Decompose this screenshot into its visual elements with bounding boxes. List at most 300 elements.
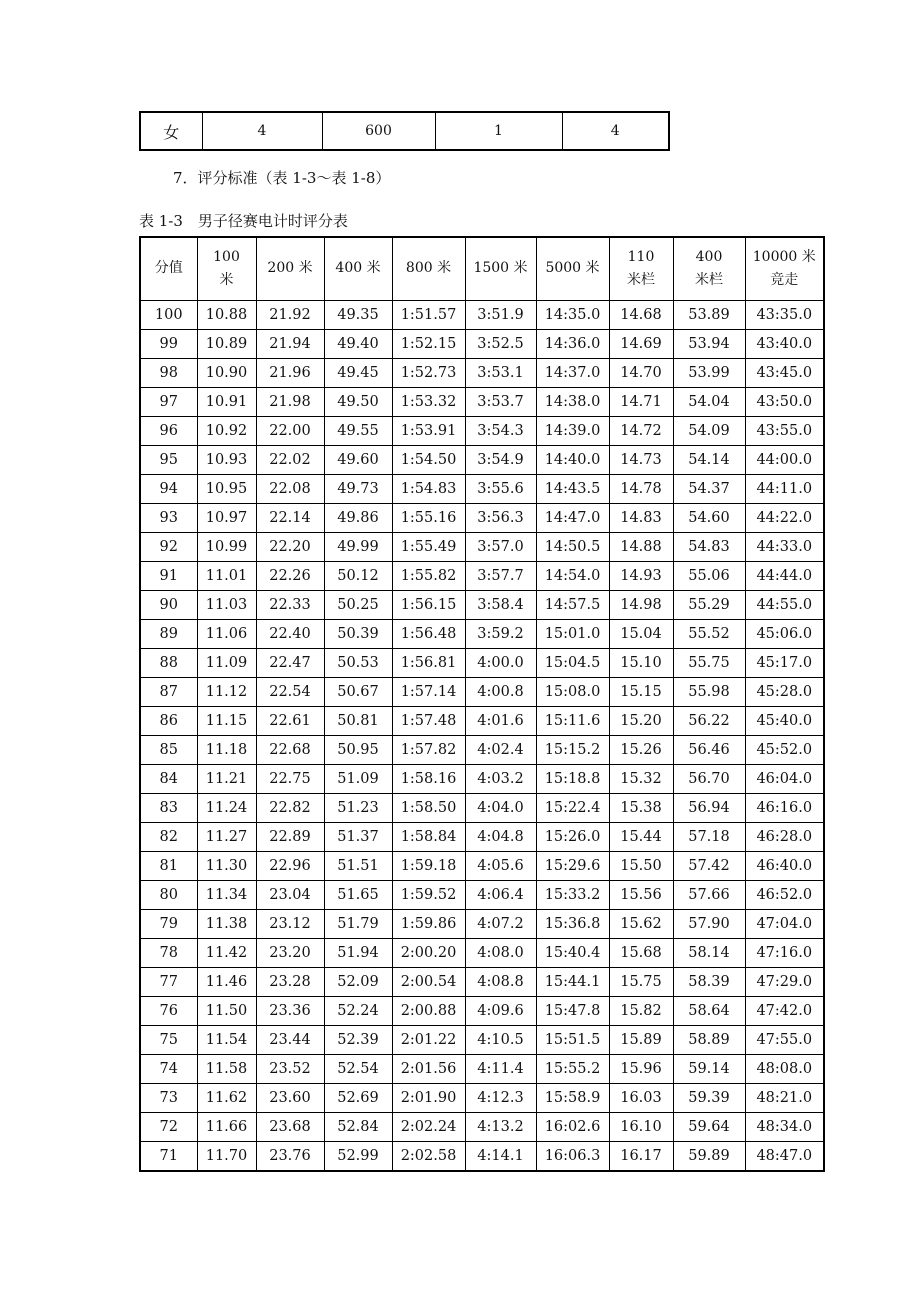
time-cell: 14.70 [609, 359, 673, 388]
time-cell: 55.06 [673, 562, 745, 591]
time-cell: 43:45.0 [745, 359, 824, 388]
column-header-text: 米栏 [627, 272, 655, 288]
time-cell: 43:40.0 [745, 330, 824, 359]
column-header-text: 800 米 [405, 260, 452, 277]
table-row [140, 765, 824, 794]
score-cell: 75 [140, 1026, 197, 1055]
time-cell: 4:07.2 [465, 910, 536, 939]
time-cell: 11.03 [197, 591, 256, 620]
time-cell: 45:17.0 [745, 649, 824, 678]
time-cell: 22.68 [256, 736, 324, 765]
time-cell: 3:57.7 [465, 562, 536, 591]
column-header-text: 分值 [154, 260, 183, 277]
time-cell: 1:59.52 [392, 881, 465, 910]
time-cell: 22.14 [256, 504, 324, 533]
table-cell: 600 [322, 112, 435, 150]
time-cell: 1:55.82 [392, 562, 465, 591]
time-cell: 11.09 [197, 649, 256, 678]
time-cell: 16.10 [609, 1113, 673, 1142]
time-cell: 43:55.0 [745, 417, 824, 446]
time-cell: 15.38 [609, 794, 673, 823]
column-header-text: 1500 米 [473, 260, 528, 277]
time-cell: 3:59.2 [465, 620, 536, 649]
time-cell: 14:40.0 [536, 446, 609, 475]
time-cell: 15:33.2 [536, 881, 609, 910]
score-cell: 80 [140, 881, 197, 910]
score-cell: 93 [140, 504, 197, 533]
time-cell: 1:59.18 [392, 852, 465, 881]
time-cell: 14:36.0 [536, 330, 609, 359]
score-cell: 85 [140, 736, 197, 765]
column-header [465, 237, 536, 301]
time-cell: 23.52 [256, 1055, 324, 1084]
score-cell: 78 [140, 939, 197, 968]
column-header [256, 237, 324, 301]
time-cell: 51.51 [324, 852, 392, 881]
time-cell: 22.02 [256, 446, 324, 475]
time-cell: 2:02.58 [392, 1142, 465, 1172]
time-cell: 3:58.4 [465, 591, 536, 620]
time-cell: 15.04 [609, 620, 673, 649]
table-row [140, 1026, 824, 1055]
table-row [140, 446, 824, 475]
time-cell: 3:51.9 [465, 301, 536, 330]
time-cell: 51.37 [324, 823, 392, 852]
column-header [745, 237, 824, 301]
time-cell: 11.58 [197, 1055, 256, 1084]
time-cell: 49.35 [324, 301, 392, 330]
time-cell: 14.78 [609, 475, 673, 504]
time-cell: 57.66 [673, 881, 745, 910]
time-cell: 47:04.0 [745, 910, 824, 939]
time-cell: 22.08 [256, 475, 324, 504]
time-cell: 54.09 [673, 417, 745, 446]
time-cell: 11.38 [197, 910, 256, 939]
time-cell: 23.76 [256, 1142, 324, 1172]
table-cell: 4 [562, 112, 669, 150]
time-cell: 43:35.0 [745, 301, 824, 330]
column-header-text: 400 [695, 248, 723, 265]
time-cell: 22.89 [256, 823, 324, 852]
time-cell: 1:51.57 [392, 301, 465, 330]
time-cell: 48:08.0 [745, 1055, 824, 1084]
time-cell: 49.40 [324, 330, 392, 359]
column-header-text: 米 [219, 272, 234, 288]
time-cell: 1:55.49 [392, 533, 465, 562]
time-cell: 10.95 [197, 475, 256, 504]
time-cell: 22.82 [256, 794, 324, 823]
time-cell: 15:58.9 [536, 1084, 609, 1113]
table-row [140, 939, 824, 968]
time-cell: 14:35.0 [536, 301, 609, 330]
time-cell: 14:57.5 [536, 591, 609, 620]
time-cell: 51.65 [324, 881, 392, 910]
header-row [140, 237, 824, 301]
time-cell: 1:55.16 [392, 504, 465, 533]
time-cell: 1:52.15 [392, 330, 465, 359]
time-cell: 15:47.8 [536, 997, 609, 1026]
time-cell: 15.82 [609, 997, 673, 1026]
time-cell: 3:54.9 [465, 446, 536, 475]
time-cell: 1:53.32 [392, 388, 465, 417]
time-cell: 3:57.0 [465, 533, 536, 562]
table-row [140, 968, 824, 997]
time-cell: 53.99 [673, 359, 745, 388]
time-cell: 22.96 [256, 852, 324, 881]
time-cell: 22.33 [256, 591, 324, 620]
time-cell: 14.73 [609, 446, 673, 475]
time-cell: 50.12 [324, 562, 392, 591]
time-cell: 44:55.0 [745, 591, 824, 620]
time-cell: 10.97 [197, 504, 256, 533]
table-row [140, 997, 824, 1026]
time-cell: 16.17 [609, 1142, 673, 1172]
time-cell: 14:39.0 [536, 417, 609, 446]
time-cell: 49.86 [324, 504, 392, 533]
time-cell: 21.98 [256, 388, 324, 417]
time-cell: 51.09 [324, 765, 392, 794]
time-cell: 59.14 [673, 1055, 745, 1084]
time-cell: 16:06.3 [536, 1142, 609, 1172]
column-header-text: 110 [627, 248, 655, 265]
time-cell: 11.46 [197, 968, 256, 997]
time-cell: 45:06.0 [745, 620, 824, 649]
time-cell: 52.84 [324, 1113, 392, 1142]
time-cell: 54.83 [673, 533, 745, 562]
table-row [140, 707, 824, 736]
column-header [197, 237, 256, 301]
time-cell: 11.24 [197, 794, 256, 823]
time-cell: 14:37.0 [536, 359, 609, 388]
time-cell: 1:54.83 [392, 475, 465, 504]
time-cell: 3:52.5 [465, 330, 536, 359]
time-cell: 4:14.1 [465, 1142, 536, 1172]
time-cell: 46:40.0 [745, 852, 824, 881]
time-cell: 1:58.84 [392, 823, 465, 852]
section-heading: 7．评分标准（表 1-3～表 1-8） [173, 169, 391, 187]
time-cell: 4:08.8 [465, 968, 536, 997]
time-cell: 14.98 [609, 591, 673, 620]
time-cell: 58.64 [673, 997, 745, 1026]
time-cell: 14.69 [609, 330, 673, 359]
time-cell: 49.50 [324, 388, 392, 417]
score-cell: 81 [140, 852, 197, 881]
score-cell: 97 [140, 388, 197, 417]
score-cell: 89 [140, 620, 197, 649]
time-cell: 58.39 [673, 968, 745, 997]
time-cell: 21.96 [256, 359, 324, 388]
score-cell: 82 [140, 823, 197, 852]
table-cell: 4 [202, 112, 322, 150]
time-cell: 54.14 [673, 446, 745, 475]
score-cell: 72 [140, 1113, 197, 1142]
time-cell: 45:52.0 [745, 736, 824, 765]
time-cell: 3:53.1 [465, 359, 536, 388]
time-cell: 15.15 [609, 678, 673, 707]
table-row [140, 504, 824, 533]
time-cell: 4:05.6 [465, 852, 536, 881]
time-cell: 52.54 [324, 1055, 392, 1084]
time-cell: 52.69 [324, 1084, 392, 1113]
score-cell: 76 [140, 997, 197, 1026]
score-cell: 83 [140, 794, 197, 823]
time-cell: 1:53.91 [392, 417, 465, 446]
time-cell: 2:01.56 [392, 1055, 465, 1084]
time-cell: 14.83 [609, 504, 673, 533]
time-cell: 22.26 [256, 562, 324, 591]
time-cell: 11.42 [197, 939, 256, 968]
score-cell: 90 [140, 591, 197, 620]
time-cell: 11.62 [197, 1084, 256, 1113]
score-cell: 88 [140, 649, 197, 678]
time-cell: 1:58.50 [392, 794, 465, 823]
score-cell: 100 [140, 301, 197, 330]
column-header-text: 10000 米 [752, 248, 816, 265]
time-cell: 11.01 [197, 562, 256, 591]
time-cell: 47:29.0 [745, 968, 824, 997]
time-cell: 57.90 [673, 910, 745, 939]
time-cell: 2:00.88 [392, 997, 465, 1026]
time-cell: 2:00.20 [392, 939, 465, 968]
time-cell: 4:08.0 [465, 939, 536, 968]
time-cell: 1:54.50 [392, 446, 465, 475]
time-cell: 15:55.2 [536, 1055, 609, 1084]
time-cell: 15:15.2 [536, 736, 609, 765]
time-cell: 14.93 [609, 562, 673, 591]
score-cell: 98 [140, 359, 197, 388]
time-cell: 1:59.86 [392, 910, 465, 939]
time-cell: 4:00.8 [465, 678, 536, 707]
table-row [140, 794, 824, 823]
table-row [140, 112, 669, 150]
time-cell: 23.04 [256, 881, 324, 910]
time-cell: 44:11.0 [745, 475, 824, 504]
time-cell: 50.67 [324, 678, 392, 707]
time-cell: 15:26.0 [536, 823, 609, 852]
table-row [140, 678, 824, 707]
table-row [140, 417, 824, 446]
time-cell: 54.60 [673, 504, 745, 533]
time-cell: 10.88 [197, 301, 256, 330]
time-cell: 14.71 [609, 388, 673, 417]
time-cell: 10.90 [197, 359, 256, 388]
time-cell: 49.60 [324, 446, 392, 475]
table-cell: 女 [140, 112, 202, 150]
score-cell: 94 [140, 475, 197, 504]
time-cell: 15:11.6 [536, 707, 609, 736]
scoring-table [139, 236, 825, 1172]
time-cell: 10.91 [197, 388, 256, 417]
time-cell: 44:33.0 [745, 533, 824, 562]
time-cell: 3:55.6 [465, 475, 536, 504]
time-cell: 57.18 [673, 823, 745, 852]
time-cell: 49.73 [324, 475, 392, 504]
table-row [140, 1142, 824, 1172]
time-cell: 22.75 [256, 765, 324, 794]
time-cell: 52.39 [324, 1026, 392, 1055]
time-cell: 15:18.8 [536, 765, 609, 794]
table-row [140, 1084, 824, 1113]
time-cell: 1:52.73 [392, 359, 465, 388]
time-cell: 15:04.5 [536, 649, 609, 678]
time-cell: 1:57.82 [392, 736, 465, 765]
time-cell: 49.55 [324, 417, 392, 446]
time-cell: 4:12.3 [465, 1084, 536, 1113]
time-cell: 50.25 [324, 591, 392, 620]
time-cell: 22.40 [256, 620, 324, 649]
time-cell: 2:01.22 [392, 1026, 465, 1055]
time-cell: 14:54.0 [536, 562, 609, 591]
time-cell: 45:40.0 [745, 707, 824, 736]
column-header [609, 237, 673, 301]
time-cell: 4:10.5 [465, 1026, 536, 1055]
table-row [140, 562, 824, 591]
time-cell: 1:57.14 [392, 678, 465, 707]
score-cell: 87 [140, 678, 197, 707]
time-cell: 4:09.6 [465, 997, 536, 1026]
table-row [140, 330, 824, 359]
time-cell: 4:01.6 [465, 707, 536, 736]
score-cell: 74 [140, 1055, 197, 1084]
score-cell: 86 [140, 707, 197, 736]
time-cell: 47:16.0 [745, 939, 824, 968]
time-cell: 59.64 [673, 1113, 745, 1142]
time-cell: 51.79 [324, 910, 392, 939]
table-row [140, 1113, 824, 1142]
time-cell: 11.50 [197, 997, 256, 1026]
column-header [392, 237, 465, 301]
time-cell: 15:08.0 [536, 678, 609, 707]
time-cell: 56.70 [673, 765, 745, 794]
time-cell: 56.22 [673, 707, 745, 736]
column-header-text: 米栏 [695, 272, 723, 288]
column-header-text: 5000 米 [545, 260, 600, 277]
time-cell: 15.68 [609, 939, 673, 968]
time-cell: 3:53.7 [465, 388, 536, 417]
time-cell: 21.94 [256, 330, 324, 359]
time-cell: 16.03 [609, 1084, 673, 1113]
time-cell: 56.46 [673, 736, 745, 765]
time-cell: 58.89 [673, 1026, 745, 1055]
time-cell: 45:28.0 [745, 678, 824, 707]
score-cell: 99 [140, 330, 197, 359]
time-cell: 51.94 [324, 939, 392, 968]
table-row [140, 388, 824, 417]
time-cell: 58.14 [673, 939, 745, 968]
time-cell: 4:04.8 [465, 823, 536, 852]
time-cell: 15.75 [609, 968, 673, 997]
column-header-text: 100 [213, 248, 240, 265]
time-cell: 47:42.0 [745, 997, 824, 1026]
score-cell: 92 [140, 533, 197, 562]
table-cell: 1 [435, 112, 562, 150]
time-cell: 11.06 [197, 620, 256, 649]
score-cell: 71 [140, 1142, 197, 1172]
time-cell: 1:56.81 [392, 649, 465, 678]
time-cell: 14:43.5 [536, 475, 609, 504]
table-row [140, 1055, 824, 1084]
column-header-text: 竞走 [770, 272, 799, 288]
time-cell: 15.50 [609, 852, 673, 881]
time-cell: 2:00.54 [392, 968, 465, 997]
time-cell: 11.66 [197, 1113, 256, 1142]
time-cell: 14:38.0 [536, 388, 609, 417]
time-cell: 23.68 [256, 1113, 324, 1142]
table-row [140, 736, 824, 765]
time-cell: 15.32 [609, 765, 673, 794]
time-cell: 53.94 [673, 330, 745, 359]
time-cell: 15.44 [609, 823, 673, 852]
time-cell: 14:47.0 [536, 504, 609, 533]
time-cell: 48:34.0 [745, 1113, 824, 1142]
time-cell: 4:02.4 [465, 736, 536, 765]
time-cell: 59.89 [673, 1142, 745, 1172]
time-cell: 59.39 [673, 1084, 745, 1113]
time-cell: 2:02.24 [392, 1113, 465, 1142]
table-row [140, 359, 824, 388]
time-cell: 15:29.6 [536, 852, 609, 881]
time-cell: 10.89 [197, 330, 256, 359]
time-cell: 50.39 [324, 620, 392, 649]
time-cell: 52.09 [324, 968, 392, 997]
time-cell: 15:51.5 [536, 1026, 609, 1055]
time-cell: 4:11.4 [465, 1055, 536, 1084]
time-cell: 22.54 [256, 678, 324, 707]
time-cell: 4:13.2 [465, 1113, 536, 1142]
table-row [140, 533, 824, 562]
time-cell: 11.70 [197, 1142, 256, 1172]
table-body [140, 301, 824, 1172]
time-cell: 52.99 [324, 1142, 392, 1172]
score-cell: 79 [140, 910, 197, 939]
time-cell: 55.98 [673, 678, 745, 707]
time-cell: 1:57.48 [392, 707, 465, 736]
time-cell: 2:01.90 [392, 1084, 465, 1113]
time-cell: 4:03.2 [465, 765, 536, 794]
time-cell: 23.28 [256, 968, 324, 997]
time-cell: 1:58.16 [392, 765, 465, 794]
score-cell: 95 [140, 446, 197, 475]
time-cell: 44:00.0 [745, 446, 824, 475]
time-cell: 11.18 [197, 736, 256, 765]
time-cell: 52.24 [324, 997, 392, 1026]
time-cell: 46:52.0 [745, 881, 824, 910]
time-cell: 11.54 [197, 1026, 256, 1055]
time-cell: 50.53 [324, 649, 392, 678]
time-cell: 10.93 [197, 446, 256, 475]
time-cell: 22.47 [256, 649, 324, 678]
time-cell: 55.52 [673, 620, 745, 649]
time-cell: 10.92 [197, 417, 256, 446]
time-cell: 11.30 [197, 852, 256, 881]
time-cell: 11.15 [197, 707, 256, 736]
time-cell: 15.56 [609, 881, 673, 910]
score-cell: 91 [140, 562, 197, 591]
time-cell: 4:00.0 [465, 649, 536, 678]
score-cell: 73 [140, 1084, 197, 1113]
time-cell: 15:36.8 [536, 910, 609, 939]
time-cell: 48:21.0 [745, 1084, 824, 1113]
table-row [140, 591, 824, 620]
time-cell: 46:04.0 [745, 765, 824, 794]
time-cell: 16:02.6 [536, 1113, 609, 1142]
time-cell: 23.44 [256, 1026, 324, 1055]
score-cell: 84 [140, 765, 197, 794]
table-row [140, 301, 824, 330]
time-cell: 55.29 [673, 591, 745, 620]
table-row [140, 910, 824, 939]
time-cell: 49.99 [324, 533, 392, 562]
